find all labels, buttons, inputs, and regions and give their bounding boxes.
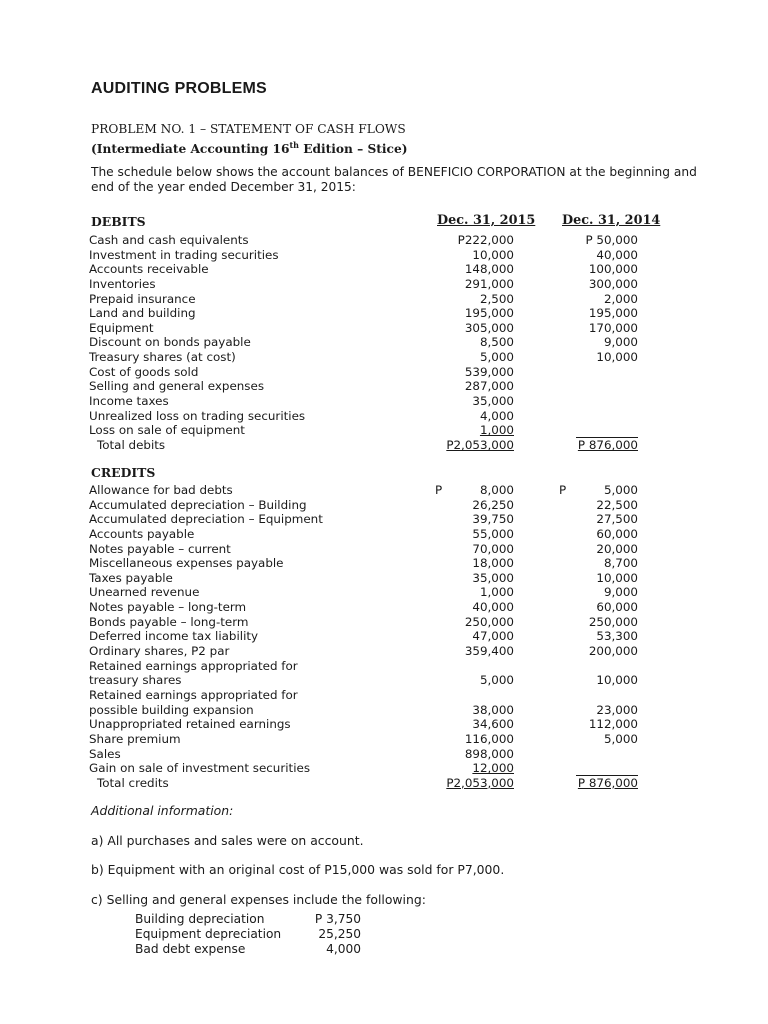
credit-row (0, 527, 768, 542)
account-label: Share premium (89, 731, 181, 746)
debit-row (0, 350, 768, 365)
account-label: Notes payable – long-term (89, 600, 247, 615)
debit-row (0, 233, 768, 248)
account-label: Accounts receivable (89, 262, 209, 277)
value-2015: P 8,000 (434, 483, 514, 497)
account-label: Gain on sale of investment securities (89, 761, 311, 776)
value-2015: 10,000 (472, 247, 514, 262)
account-label: Treasury shares (at cost) (89, 350, 236, 365)
value-2014: 5,000 (603, 731, 638, 746)
value-2015: 359,400 (464, 644, 514, 659)
credit-row (0, 688, 768, 703)
value-2014: 53,300 (596, 629, 638, 644)
account-label: Accounts payable (89, 526, 195, 541)
account-label: Inventories (89, 276, 156, 291)
account-label: Accumulated depreciation – Building (89, 497, 307, 512)
credit-row (0, 703, 768, 718)
value-2015: 1,000 (479, 585, 514, 600)
account-label: possible building expansion (89, 702, 254, 717)
account-label: Total credits (97, 775, 169, 790)
value-2014: 250,000 (588, 614, 638, 629)
value-2014: 9,000 (603, 585, 638, 600)
expense-row (0, 912, 768, 927)
value-2014: 10,000 (596, 673, 638, 688)
value-2014: 10,000 (596, 570, 638, 585)
value-2015: 35,000 (472, 394, 514, 409)
value-2015: 539,000 (464, 364, 514, 379)
expense-label: Bad debt expense (135, 942, 246, 956)
value-2014: P 50,000 (585, 233, 638, 247)
value-2015: 5,000 (479, 673, 514, 688)
debit-row (0, 409, 768, 424)
account-label: Taxes payable (89, 570, 173, 585)
debit-row (0, 292, 768, 307)
additional-item-a: a) All purchases and sales were on account. (91, 833, 364, 848)
account-label: Unappropriated retained earnings (89, 717, 291, 732)
debits-heading: DEBITS (91, 214, 146, 229)
value-2015: 8,500 (479, 335, 514, 350)
additional-info-heading: Additional information: (91, 803, 234, 818)
account-label: Ordinary shares, P2 par (89, 644, 230, 659)
account-label: Land and building (89, 306, 196, 321)
expense-row (0, 927, 768, 942)
value-2015: 12,000 (472, 761, 514, 776)
value-2014: 2,000 (603, 291, 638, 306)
credit-row (0, 542, 768, 557)
total-rule-2014 (576, 775, 638, 776)
value-2015: 38,000 (472, 702, 514, 717)
value-2014: 23,000 (596, 702, 638, 717)
debit-row (0, 248, 768, 263)
expense-value: P 3,750 (314, 912, 361, 926)
value-2014: 112,000 (588, 717, 638, 732)
problem-source-sup: th (289, 140, 299, 150)
account-label: Miscellaneous expenses payable (89, 556, 284, 571)
value-2015: 4,000 (479, 408, 514, 423)
additional-item-c: c) Selling and general expenses include the following: (91, 892, 426, 907)
value-2015: 116,000 (464, 731, 514, 746)
value-2015: P2,053,000 (446, 437, 514, 452)
credit-row (0, 556, 768, 571)
debit-row (0, 365, 768, 380)
account-label: Selling and general expenses (89, 379, 265, 394)
problem-source (91, 137, 407, 157)
column-header-2015: Dec. 31, 2015 (437, 213, 536, 228)
credit-row (0, 585, 768, 600)
account-label: Allowance for bad debts (89, 483, 233, 497)
value-2014: 20,000 (596, 541, 638, 556)
value-2015: 2,500 (479, 291, 514, 306)
value-2014: 100,000 (588, 262, 638, 277)
problem-source-rest: Edition – Stice) (298, 142, 408, 157)
value-2014: 40,000 (596, 247, 638, 262)
value-2014: P 876,000 (577, 437, 638, 452)
expense-breakdown (0, 912, 768, 957)
problem-title: PROBLEM NO. 1 – STATEMENT OF CASH FLOWS (91, 122, 406, 136)
debit-row (0, 394, 768, 409)
problem-heading (91, 121, 407, 157)
account-label: Unearned revenue (89, 585, 200, 600)
value-2015: 26,250 (472, 497, 514, 512)
value-2014: 195,000 (588, 306, 638, 321)
value-2015: 18,000 (472, 556, 514, 571)
additional-item-b: b) Equipment with an original cost of P15,000 was sold for P7,000. (91, 862, 505, 877)
account-label: Sales (89, 746, 121, 761)
value-2015: 195,000 (464, 306, 514, 321)
credit-row (0, 659, 768, 674)
account-label: Equipment (89, 320, 154, 335)
value-2015: 35,000 (472, 570, 514, 585)
value-2015: 39,750 (472, 512, 514, 527)
credits-total-row (0, 776, 768, 791)
currency-symbol: P (434, 483, 443, 497)
account-label: treasury shares (89, 673, 182, 688)
expense-row (0, 942, 768, 957)
value-2015: 55,000 (472, 526, 514, 541)
value-2014: 10,000 (596, 350, 638, 365)
expense-label: Building depreciation (135, 912, 265, 926)
credit-row (0, 673, 768, 688)
debit-row (0, 335, 768, 350)
value-2014: 8,700 (603, 556, 638, 571)
debit-row (0, 306, 768, 321)
value-2014: 300,000 (588, 276, 638, 291)
credit-row (0, 717, 768, 732)
account-label: Cost of goods sold (89, 364, 199, 379)
credit-row (0, 600, 768, 615)
expense-value: 4,000 (326, 942, 361, 956)
account-label: Notes payable – current (89, 541, 231, 556)
value-2015: 5,000 (479, 350, 514, 365)
account-label: Bonds payable – long-term (89, 614, 249, 629)
account-label: Prepaid insurance (89, 291, 196, 306)
value-2015: P2,053,000 (446, 775, 514, 790)
value-2015: 34,600 (472, 717, 514, 732)
account-label: Unrealized loss on trading securities (89, 408, 306, 423)
value-2014: 22,500 (596, 497, 638, 512)
credit-row (0, 498, 768, 513)
debit-row (0, 277, 768, 292)
value-2014: 170,000 (588, 320, 638, 335)
value-2015: 305,000 (464, 320, 514, 335)
account-label: Accumulated depreciation – Equipment (89, 512, 323, 527)
value-2015: P222,000 (457, 233, 514, 247)
value-2015: 250,000 (464, 614, 514, 629)
expense-value: 25,250 (318, 927, 361, 941)
expense-label: Equipment depreciation (135, 927, 282, 941)
value-2014: 60,000 (596, 600, 638, 615)
document-title: AUDITING PROBLEMS (91, 80, 267, 97)
value-2014: 200,000 (588, 644, 638, 659)
debit-row (0, 423, 768, 438)
account-label: Loss on sale of equipment (89, 423, 245, 438)
debit-row (0, 321, 768, 336)
credit-row (0, 732, 768, 747)
credit-row (0, 571, 768, 586)
account-label: Income taxes (89, 394, 169, 409)
value-2014: 27,500 (596, 512, 638, 527)
account-label: Retained earnings appropriated for (89, 687, 298, 702)
credit-row (0, 644, 768, 659)
account-label: Retained earnings appropriated for (89, 658, 298, 673)
debits-table (0, 233, 768, 453)
value-2014: P 876,000 (577, 775, 638, 790)
debit-row (0, 379, 768, 394)
credit-row (0, 483, 768, 498)
value-2015: 148,000 (464, 262, 514, 277)
debit-row (0, 262, 768, 277)
debits-total-row (0, 438, 768, 453)
value-2015: 898,000 (464, 746, 514, 761)
account-label: Investment in trading securities (89, 247, 279, 262)
credit-row (0, 629, 768, 644)
account-label: Cash and cash equivalents (89, 233, 249, 247)
account-label: Discount on bonds payable (89, 335, 251, 350)
credit-row (0, 512, 768, 527)
column-header-2014: Dec. 31, 2014 (562, 213, 661, 228)
value-2015: 291,000 (464, 276, 514, 291)
credit-row (0, 747, 768, 762)
currency-symbol: P (558, 483, 567, 497)
problem-source-text: (Intermediate Accounting 16 (91, 142, 290, 157)
account-label: Total debits (97, 437, 166, 452)
value-2015: 287,000 (464, 379, 514, 394)
credit-row (0, 761, 768, 776)
account-label: Deferred income tax liability (89, 629, 259, 644)
value-2014: 9,000 (603, 335, 638, 350)
credit-row (0, 615, 768, 630)
value-2014: 60,000 (596, 526, 638, 541)
value-2015: 47,000 (472, 629, 514, 644)
value-2015: 40,000 (472, 600, 514, 615)
credits-table (0, 483, 768, 790)
value-2015: 70,000 (472, 541, 514, 556)
total-rule-2014 (576, 437, 638, 438)
value-2015: 1,000 (479, 423, 514, 438)
intro-paragraph: The schedule below shows the account balances of BENEFICIO CORPORATION at the beginning and end of the year ended December 31, 2015: (91, 165, 697, 194)
value-2014: P 5,000 (558, 483, 638, 497)
credits-heading: CREDITS (91, 465, 156, 480)
